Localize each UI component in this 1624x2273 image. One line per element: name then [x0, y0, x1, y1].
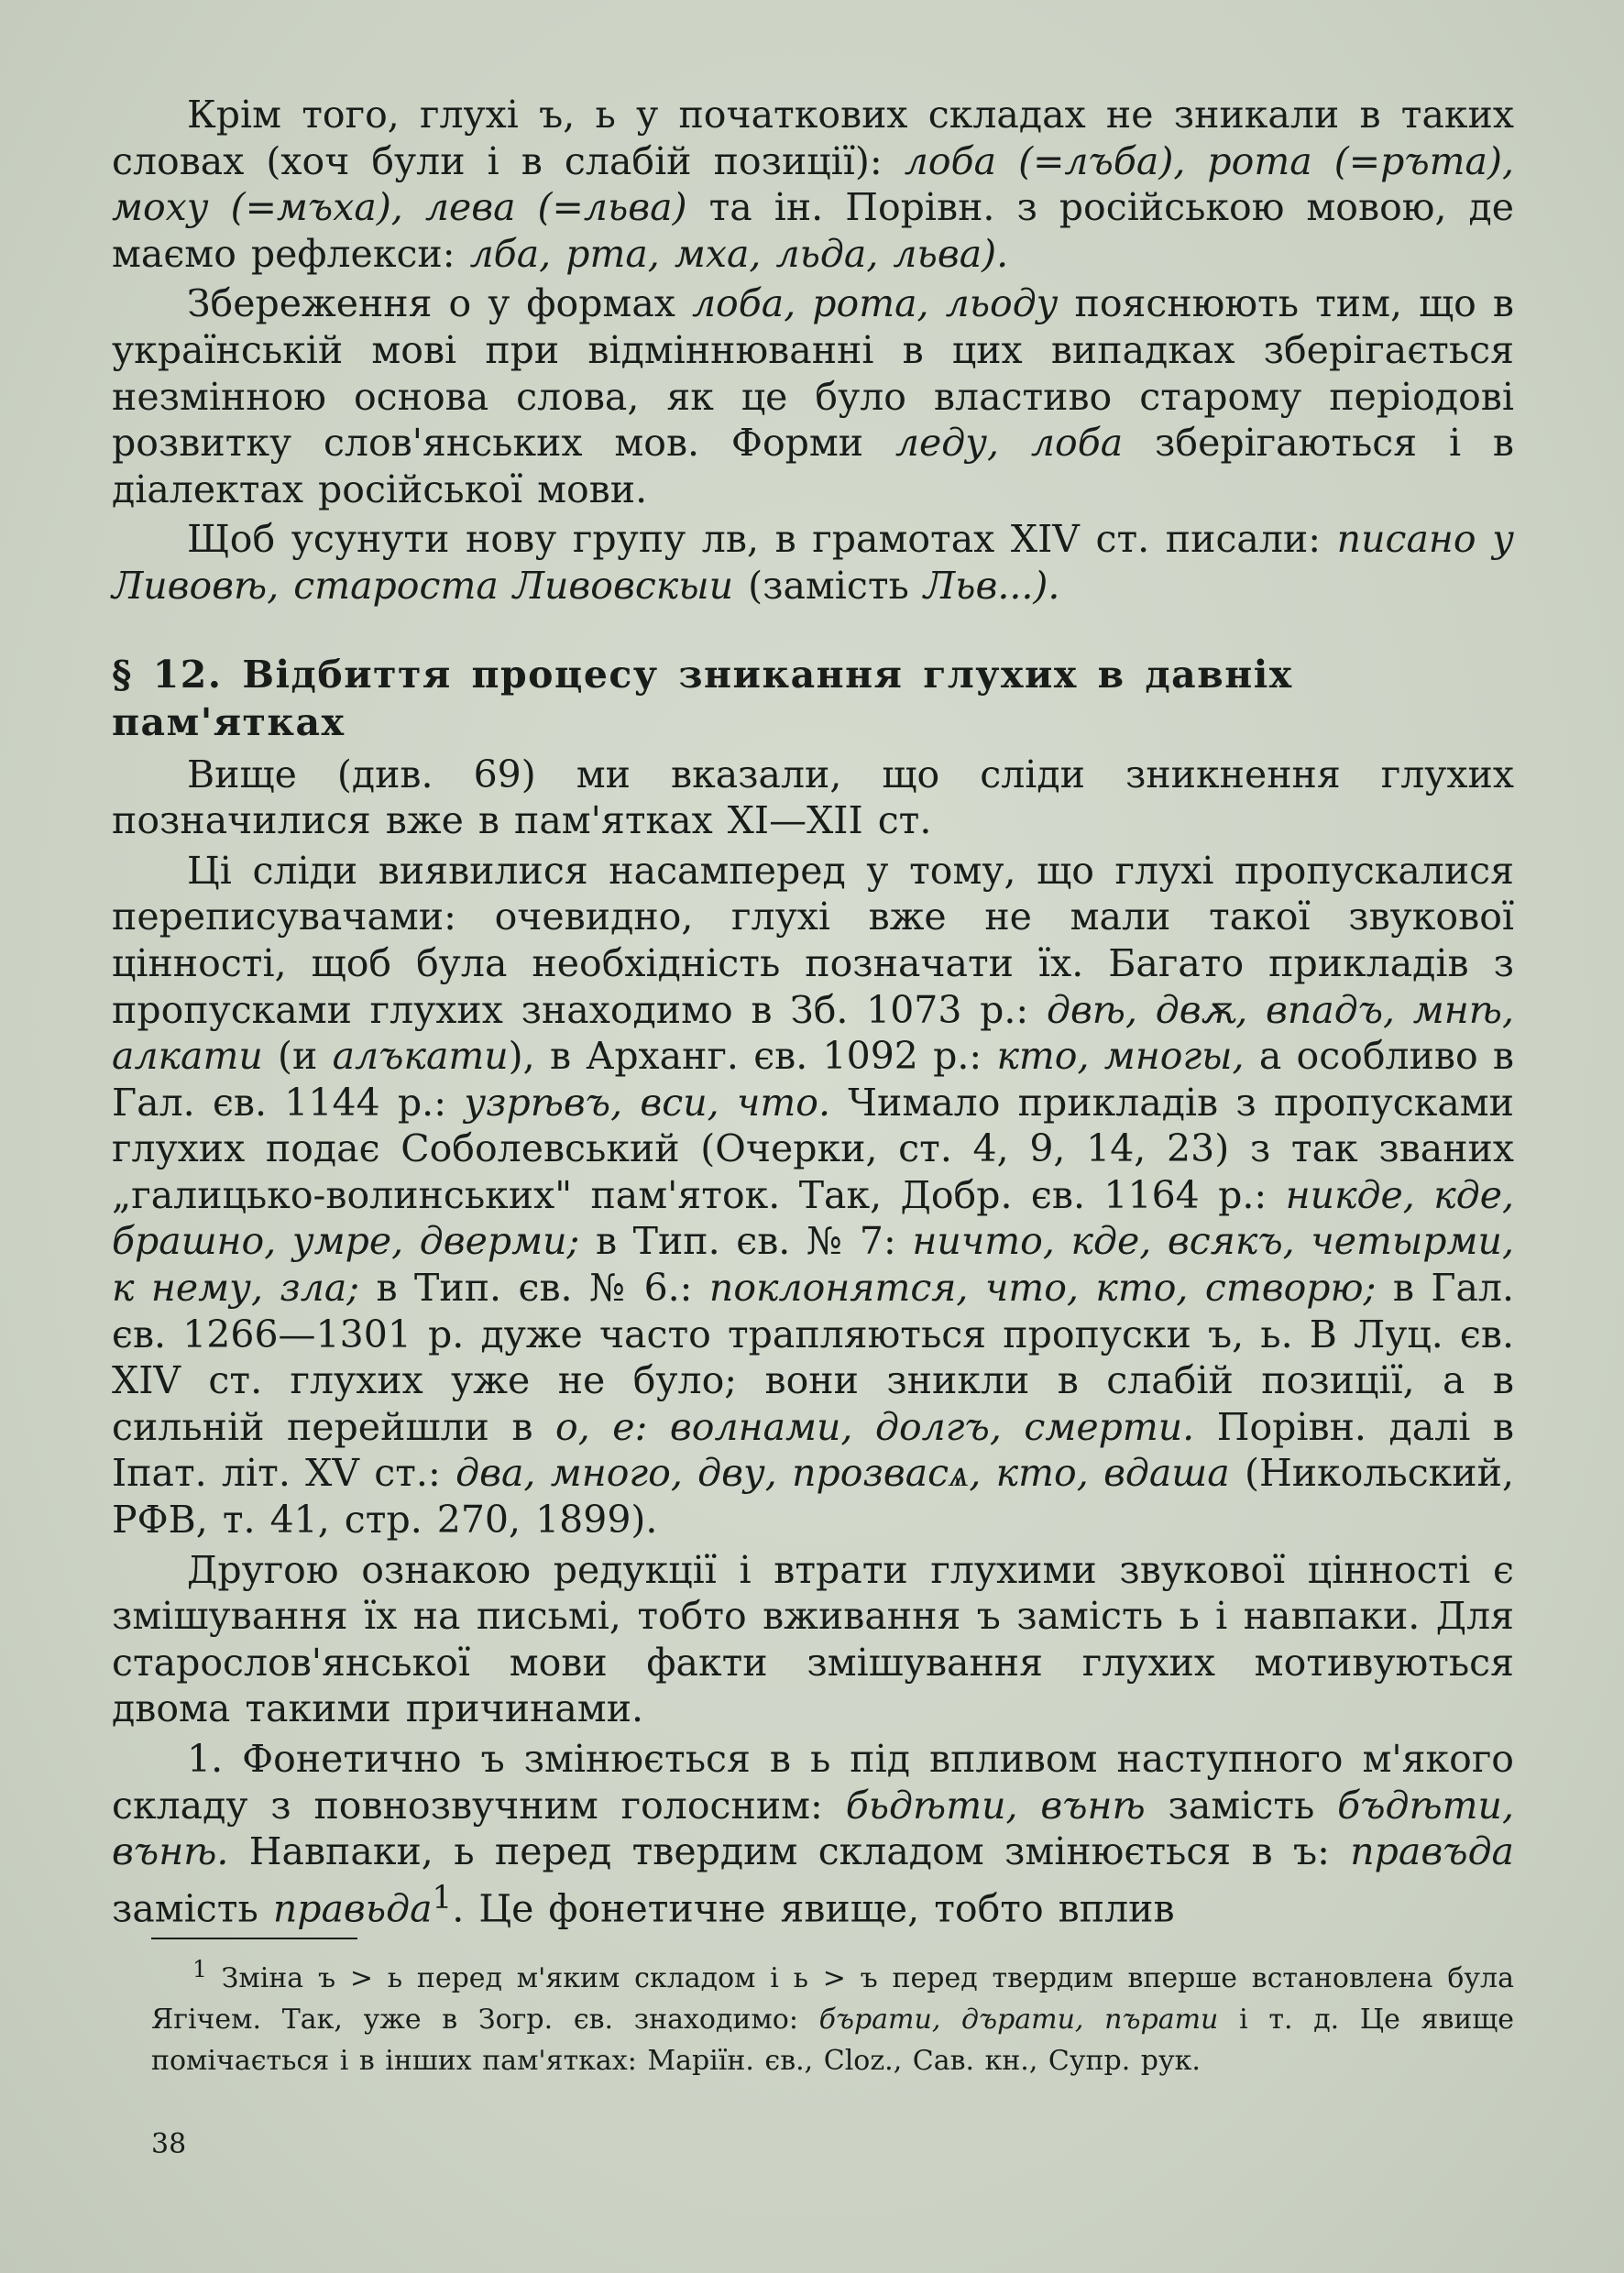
italic-example: лба, рта, мха, льда, льва). — [469, 231, 1009, 276]
footnote-text — [151, 1949, 1514, 2081]
italic-example: правьда — [272, 1886, 433, 1931]
italic-example: кто, многы, — [996, 1034, 1245, 1079]
text-run: Зміна ъ > ь перед м'яким складом і ь > ъ перед твердим вперше встановлена була Ягічем. Так, уже в Зогр. єв. знаходимо: — [151, 1962, 1514, 2036]
text-run: пояснюють тим, що в українській мові при відміннюванні в цих випадках зберігається незмінною основа слова, як це було властиво старому періодові розвитку слов'янських мов. Форми — [112, 281, 1514, 466]
italic-example: правъда — [1350, 1829, 1514, 1874]
text-run: Ці сліди виявилися насамперед у тому, що глухі пропускалися переписувачами: очевидно, глухі вже не мали такої звукової цінності, щоб була необхідність позначати їх. Багато прикладів з пропусками глухих знаходимо в Зб. 1073 р.: — [112, 848, 1514, 1032]
italic-example: поклонятся, что, кто, створю; — [708, 1266, 1377, 1311]
italic-example: два, много, дву, прозвасѧ, кто, вдаша — [455, 1451, 1230, 1496]
paragraph-7 — [112, 1736, 1514, 1932]
text-run: ), в Арханг. єв. 1092 р.: — [508, 1034, 997, 1079]
text-run: і т. д. Це явище помічається і в інших пам'ятках: Маріїн. єв., Cloz., Сав. кн., Супр. рук. — [151, 2004, 1514, 2077]
text-run: Щоб усунути нову групу лв, в грамотах XIV ст. писали: — [187, 517, 1337, 562]
text-run: Навпаки, ь перед твердим складом змінюється в ъ: — [228, 1829, 1351, 1874]
italic-example: о, е: волнами, долгъ, смерти. — [555, 1404, 1195, 1449]
italic-example: узрѣвъ, вси, что. — [464, 1080, 831, 1125]
text-run: Вище (див. 69) ми вказали, що сліди зникнення глухих позначилися вже в пам'ятках XI—XII ст. — [112, 752, 1514, 843]
italic-example: двѣ, двѫ, впадъ, мнѣ, алкати — [112, 987, 1514, 1079]
page-number: 38 — [151, 2128, 187, 2160]
text-run: . Це фонетичне явище, тобто вплив — [452, 1886, 1175, 1931]
text-run: в Гал. єв. 1266—1301 р. дуже часто трапляються пропуски ъ, ь. В Луц. єв. XIV ст. глухих уже не було; вони зникли в слабій позиції, а в сильній перейшли в — [112, 1266, 1514, 1449]
text-run: замість — [1145, 1783, 1338, 1828]
text-run: зберігаються і в діалектах російської мови. — [112, 421, 1514, 511]
text-run: (Никольский, РФВ, т. 41, стр. 270, 1899). — [112, 1451, 1514, 1543]
main-text — [112, 92, 1514, 1932]
italic-example: никде, кде, брашно, умре, дверми; — [112, 1172, 1515, 1264]
text-run: та ін. Порівн. з російською мовою, де маємо рефлекси: — [112, 185, 1514, 276]
italic-example: алъкати — [332, 1034, 509, 1079]
paragraph-2 — [112, 280, 1514, 512]
italic-example: Льв...). — [923, 563, 1060, 608]
italic-example: бьдѣти, вънѣ — [845, 1783, 1146, 1828]
section-heading: § 12. Відбиття процесу зникання глухих в давніх пам'ятках — [112, 652, 1293, 744]
paragraph-1 — [112, 92, 1514, 277]
text-run: Порівн. далі в Іпат. літ. XV ст.: — [112, 1404, 1514, 1496]
text-run: в Тип. єв. № 6.: — [359, 1266, 709, 1311]
paragraph-4 — [112, 752, 1514, 844]
footnote-divider — [151, 1938, 357, 1939]
text-run: замість — [112, 1886, 273, 1931]
text-run: Другою ознакою редукції і втрати глухими звукової цінності є змішування їх на письмі, тобто вживання ъ замість ь і навпаки. Для старослов'янської мови факти змішування глухих мотивуються двома такими причинами. — [112, 1547, 1514, 1731]
footnote-marker: 1 — [192, 1956, 207, 1982]
text-run: Збереження о у формах — [187, 281, 692, 326]
italic-example: ничто, кде, всякъ, четырми, к нему, зла; — [112, 1219, 1514, 1311]
italic-example: леду, лоба — [894, 421, 1124, 466]
italic-example: лоба, рота, льоду — [691, 281, 1059, 326]
paragraph-3 — [112, 516, 1514, 609]
text-run: (замість — [733, 563, 924, 608]
italic-example: бърати, дърати, пърати — [818, 2004, 1219, 2036]
paragraph-5 — [112, 848, 1514, 1543]
italic-example: бъдѣти, вънѣ. — [112, 1783, 1514, 1874]
text-run: а особливо в Гал. єв. 1144 р.: — [112, 1034, 1514, 1125]
footnote-reference: 1 — [432, 1879, 453, 1916]
italic-example: лоба (=лъба), рота (=ръта), моху (=мъха), лева (=льва) — [112, 138, 1514, 230]
footnote — [151, 1949, 1514, 2081]
text-run: 1. Фонетично ъ змінюється в ь під впливом наступного м'якого складу з повнозвучним голосним: — [112, 1737, 1514, 1828]
italic-example: писано у Ливовѣ, староста Ливовскыи — [112, 517, 1514, 608]
text-run: Чимало прикладів з пропусками глухих подає Соболевський (Очерки, ст. 4, 9, 14, 23) з так званих „галицько-волинських" пам'яток. Так, Добр. єв. 1164 р.: — [112, 1080, 1515, 1217]
text-run: (и — [262, 1034, 333, 1079]
text-run: Крім того, глухі ъ, ь у початкових складах не зникали в таких словах (хоч були і в слабій позиції): — [112, 93, 1514, 183]
text-run: в Тип. єв. № 7: — [579, 1219, 913, 1264]
paragraph-6 — [112, 1547, 1514, 1732]
